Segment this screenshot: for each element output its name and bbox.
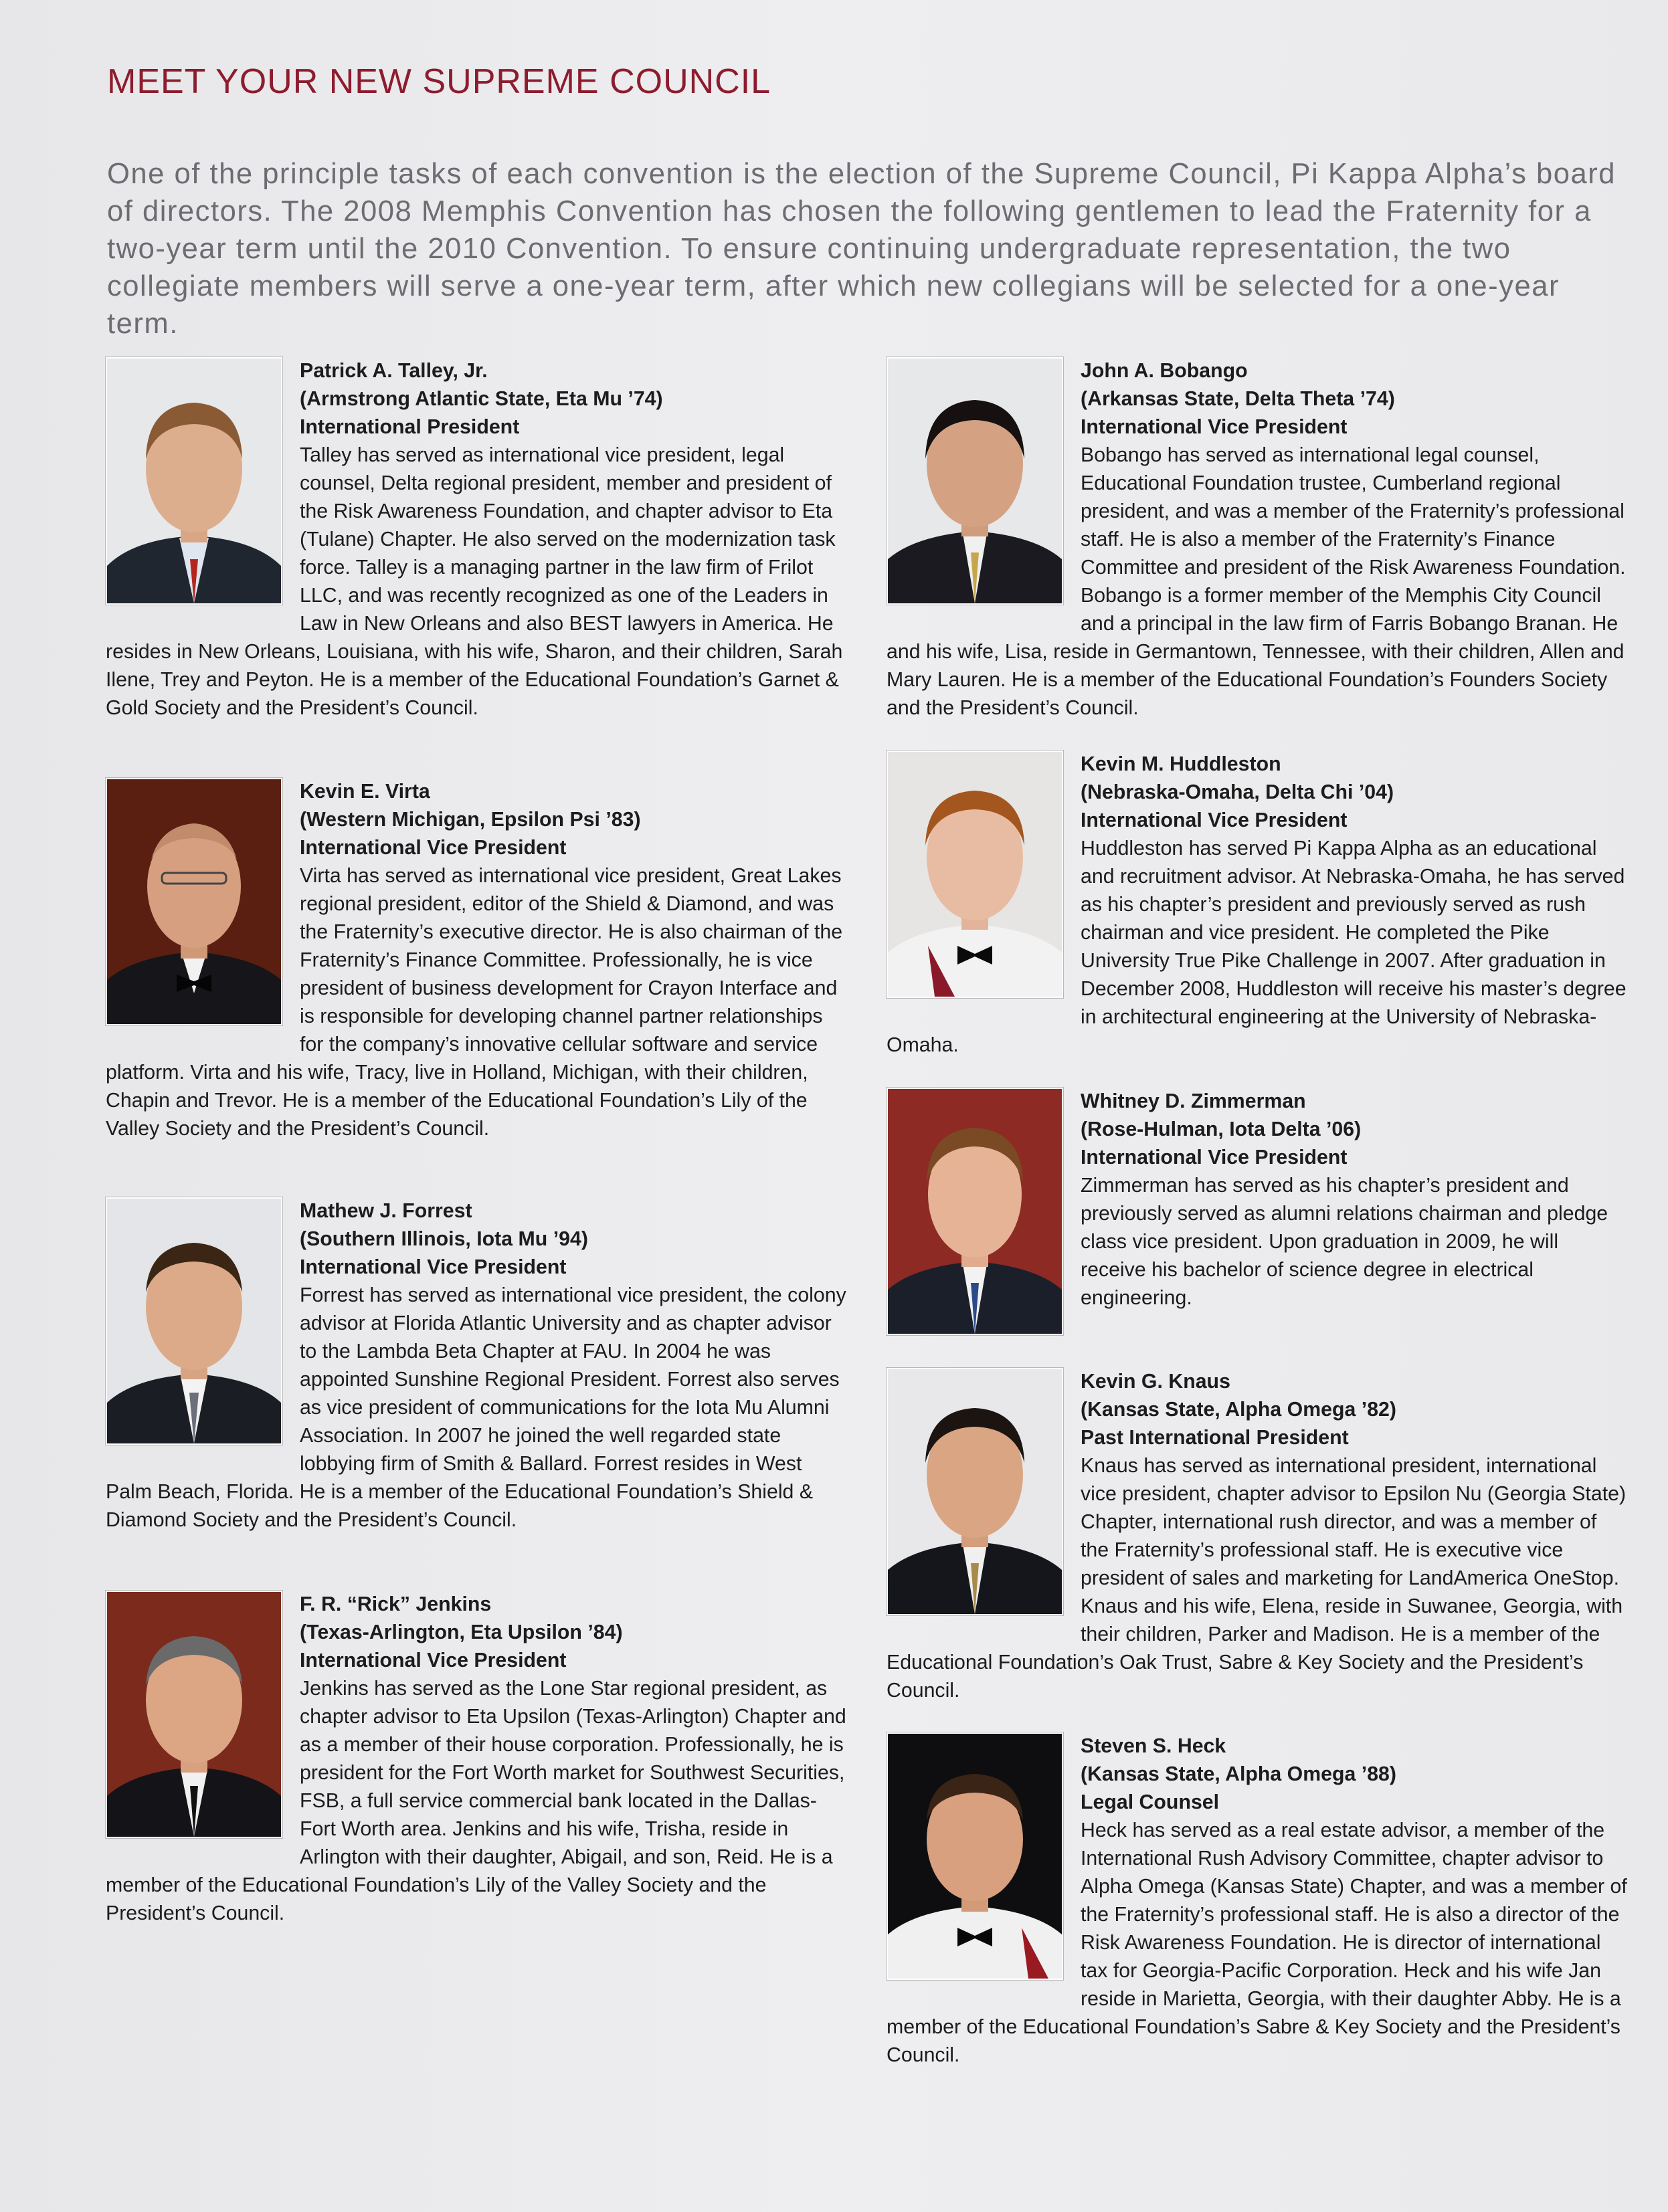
member-bio: Jenkins has served as the Lone Star regional president, as chapter advisor to Eta Upsilon (Texas-Arlington) Chapter and as a member of their house corporation. Professionally, he is president for the Fort Worth market for Southwest Securities, FSB, a full service commercial bank located in the Dallas-Fort Worth area. Jenkins and his wife, Trisha, reside in Arlington with their daughter, Abigail, and son, Reid. He is a member of the Educational Foundation’s Lily of the Valley Society and the President’s Council.: [106, 1678, 846, 1924]
member-bio: Zimmerman has served as his chapter’s president and previously served as alumni relations chairman and pledge class vice president. Upon graduation in 2009, he will receive his bachelor of science degree in electrical engineering.: [1081, 1175, 1608, 1309]
member-name: F. R. “Rick” Jenkins: [300, 1593, 492, 1615]
member-name: Steven S. Heck: [1081, 1735, 1226, 1757]
member-school: (Kansas State, Alpha Omega ’88): [1081, 1763, 1396, 1785]
portrait-photo: [887, 1088, 1063, 1335]
member-role: Legal Counsel: [1081, 1791, 1220, 1813]
member-role: International President: [300, 416, 520, 438]
portrait-photo: [887, 1368, 1063, 1615]
member-role: International Vice President: [300, 837, 567, 859]
bio-bobango: [887, 357, 1629, 722]
member-school: (Nebraska-Omaha, Delta Chi ’04): [1081, 781, 1394, 803]
bio-huddleston: [887, 750, 1629, 1060]
member-bio: Knaus has served as international president, international vice president, chapter advisor to Epsilon Nu (Georgia State) Chapter, international rush director, and was a member of the Fraternity’s professional staff. He is executive vice president of sales and marketing for LandAmerica OneStop. Knaus and his wife, Elena, reside in Suwanee, Georgia, with their children, Parker and Madison. He is a member of the Educational Foundation’s Oak Trust, Sabre & Key Society and the President’s Council.: [887, 1455, 1627, 1702]
bio-forrest: [106, 1197, 848, 1534]
member-bio: Huddleston has served Pi Kappa Alpha as an educational and recruitment advisor. At Nebraska-Omaha, he has served as his chapter’s president and previously served as rush chairman and vice president. He completed the Pike University True Pike Challenge in 2007. After graduation in December 2008, Huddleston will receive his master’s degree in architectural engineering at the University of Nebraska-Omaha.: [887, 837, 1627, 1056]
member-school: (Southern Illinois, Iota Mu ’94): [300, 1228, 588, 1250]
portrait-photo: [887, 1732, 1063, 1980]
portrait-photo: [106, 1197, 282, 1445]
member-name: Whitney D. Zimmerman: [1081, 1090, 1306, 1112]
member-school: (Texas-Arlington, Eta Upsilon ’84): [300, 1621, 623, 1643]
portrait-photo: [106, 1591, 282, 1838]
portrait-photo: [106, 778, 282, 1025]
bio-virta: [106, 778, 848, 1143]
member-bio: Virta has served as international vice president, Great Lakes regional president, editor of the Shield & Diamond, and was the Fraternity’s executive director. He is also chairman of the Fraternity’s Finance Committee. Professionally, he is vice president of business development for Crayon Interface and is responsible for developing channel partner relationships for the company’s innovative cellular software and service platform. Virta and his wife, Tracy, live in Holland, Michigan, with their children, Chapin and Trevor. He is a member of the Educational Foundation’s Lily of the Valley Society and the President’s Council.: [106, 865, 843, 1140]
bio-zimmerman: [887, 1088, 1629, 1342]
member-role: International Vice President: [300, 1256, 567, 1278]
member-name: Patrick A. Talley, Jr.: [300, 360, 488, 382]
member-name: Mathew J. Forrest: [300, 1200, 472, 1222]
member-bio: Bobango has served as international legal counsel, Educational Foundation trustee, Cumberland regional president, and was a member of the Fraternity’s professional staff. He is also a member of the Fraternity’s Finance Committee and president of the Risk Awareness Foundation. Bobango is a former member of the Memphis City Council and a principal in the law firm of Farris Bobango Branan. He and his wife, Lisa, reside in Germantown, Tennessee, with their children, Allen and Mary Lauren. He is a member of the Educational Foundation’s Founders Society and the President’s Council.: [887, 444, 1626, 719]
member-bio: Heck has served as a real estate advisor, a member of the International Rush Advisory Committee, chapter advisor to Alpha Omega (Kansas State) Chapter, and was a member of the Fraternity’s professional staff. He is also a director of the Risk Awareness Foundation. He is director of international tax for Georgia-Pacific Corporation. Heck and his wife Jan reside in Marietta, Georgia, with their daughter Abby. He is a member of the Educational Foundation’s Sabre & Key Society and the President’s Council.: [887, 1819, 1627, 2066]
member-role: International Vice President: [1081, 416, 1348, 438]
member-name: John A. Bobango: [1081, 360, 1248, 382]
bio-talley: [106, 357, 848, 722]
intro-paragraph: One of the principle tasks of each convention is the election of the Supreme Council, Pi Kappa Alpha’s board of directors. The 2008 Memphis Convention has chosen the following gentlemen to lead the Fraternity for a two-year term until the 2010 Convention. To ensure continuing undergraduate representation, the two collegiate members will serve a one-year term, after which new collegians will be selected for a one-year term.: [107, 158, 1616, 340]
member-school: (Western Michigan, Epsilon Psi ’83): [300, 809, 641, 831]
member-bio: Forrest has served as international vice president, the colony advisor at Florida Atlantic University and as chapter advisor to the Lambda Beta Chapter at FAU. In 2004 he was appointed Sunshine Regional President. Forrest also serves as vice president of communications for the Iota Mu Alumni Association. In 2007 he joined the well regarded state lobbying firm of Smith & Ballard. Forrest resides in West Palm Beach, Florida. He is a member of the Educational Foundation’s Shield & Diamond Society and the President’s Council.: [106, 1284, 846, 1531]
portrait-photo: [887, 750, 1063, 998]
member-school: (Kansas State, Alpha Omega ’82): [1081, 1399, 1396, 1421]
member-school: (Arkansas State, Delta Theta ’74): [1081, 388, 1395, 410]
member-role: International Vice President: [1081, 809, 1348, 831]
member-role: International Vice President: [300, 1649, 567, 1672]
portrait-photo: [887, 357, 1063, 605]
member-name: Kevin M. Huddleston: [1081, 753, 1281, 775]
member-role: International Vice President: [1081, 1146, 1348, 1169]
member-school: (Armstrong Atlantic State, Eta Mu ’74): [300, 388, 663, 410]
portrait-photo: [106, 357, 282, 605]
member-role: Past International President: [1081, 1427, 1349, 1449]
member-bio: Talley has served as international vice president, legal counsel, Delta regional president, member and president of the Risk Awareness Foundation, and chapter advisor to Eta (Tulane) Chapter. He also served on the modernization task force. Talley is a managing partner in the law firm of Frilot LLC, and was recently recognized as one of the Leaders in Law in New Orleans and also BEST lawyers in America. He resides in New Orleans, Louisiana, with his wife, Sharon, and their children, Sarah Ilene, Trey and Peyton. He is a member of the Educational Foundation’s Garnet & Gold Society and the President’s Council.: [106, 444, 843, 719]
bio-knaus: [887, 1368, 1629, 1705]
member-name: Kevin G. Knaus: [1081, 1371, 1230, 1393]
bio-jenkins: [106, 1591, 848, 1928]
member-name: Kevin E. Virta: [300, 781, 430, 803]
page-title: MEET YOUR NEW SUPREME COUNCIL: [107, 62, 771, 101]
member-school: (Rose-Hulman, Iota Delta ’06): [1081, 1118, 1362, 1140]
bio-heck: [887, 1732, 1629, 2070]
